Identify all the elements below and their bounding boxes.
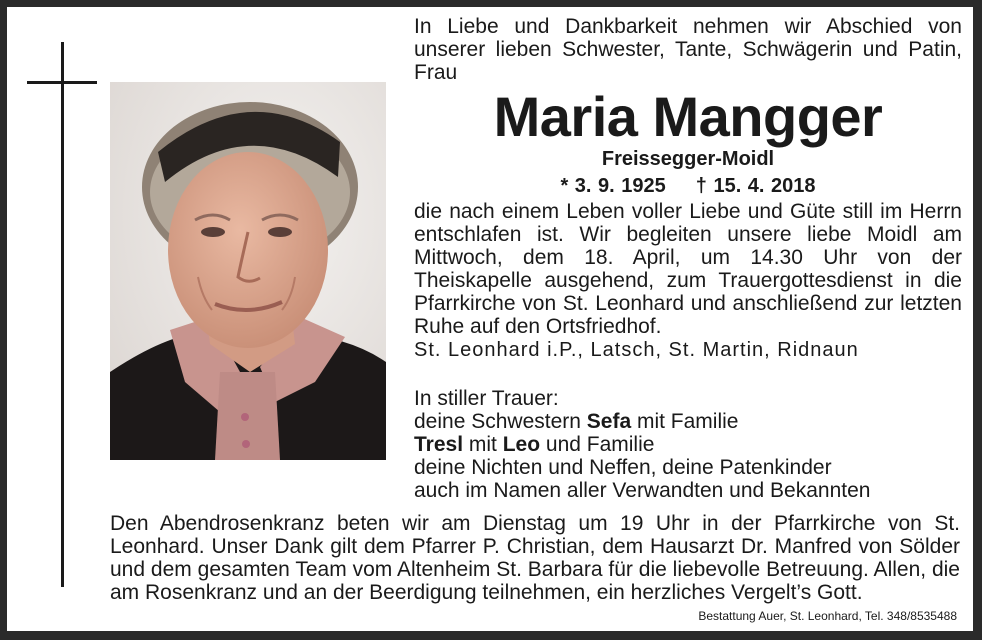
mourners-text: deine Schwestern <box>414 410 587 433</box>
obituary-card <box>7 7 973 631</box>
mourners-block <box>414 387 962 502</box>
portrait-image <box>110 82 386 460</box>
mourner-name: Leo <box>502 433 541 456</box>
mourner-name: Tresl <box>414 433 464 456</box>
death-date: † 15. 4. 2018 <box>695 175 816 197</box>
funeral-announcement: die nach einem Leben voller Liebe und Güte still im Herrn entschlafen ist. Wir begleiten unsere liebe Moidl am Mittwoch, dem 18. April, um 14.30 Uhr von der Theiskapelle ausgehend, zum Trauergottesdienst in die Pfarrkirche von St. Leonhard und anschließend zur letzten Ruhe auf den Ortsfriedhof. <box>414 200 962 338</box>
mourners-line <box>414 410 962 433</box>
thanks-text: Den Abendrosenkranz beten wir am Dienstag um 19 Uhr in der Pfarrkirche von St. Leonhard. Unser Dank gilt dem Pfarrer P. Christian, dem Hausarzt Dr. Manfred von Sölder und dem gesamten Team vom Altenheim St. Barbara für die liebevolle Betreuung. Allen, die am Rosenkranz und an der Beerdigung teilnehmen, ein herzliches Vergelt’s Gott. <box>110 512 960 604</box>
mourner-name: Sefa <box>586 410 632 433</box>
mourners-text: mit Familie <box>631 410 739 433</box>
cross-icon <box>61 42 64 587</box>
maiden-name: Freissegger-Moidl <box>601 148 775 170</box>
cross-icon-bar <box>27 81 97 84</box>
mourners-line <box>414 433 962 456</box>
birth-date: * 3. 9. 1925 <box>560 175 666 197</box>
mourners-heading: In stiller Trauer: <box>414 387 559 410</box>
life-dates <box>414 174 962 198</box>
funeral-home-credit: Bestattung Auer, St. Leonhard, Tel. 348/8535488 <box>698 609 957 623</box>
mourners-line: auch im Namen aller Verwandten und Bekannten <box>414 479 871 502</box>
mourners-text: mit <box>463 433 503 456</box>
places-list: St. Leonhard i.P., Latsch, St. Martin, Ridnaun <box>414 339 859 361</box>
mourners-line: deine Nichten und Neffen, deine Patenkinder <box>414 456 832 479</box>
portrait-photo <box>110 82 386 460</box>
deceased-name: Maria Mangger <box>493 85 883 148</box>
mourners-text: und Familie <box>540 433 655 456</box>
intro-text: In Liebe und Dankbarkeit nehmen wir Abschied von unserer lieben Schwester, Tante, Schwägerin und Patin, Frau <box>414 15 962 84</box>
